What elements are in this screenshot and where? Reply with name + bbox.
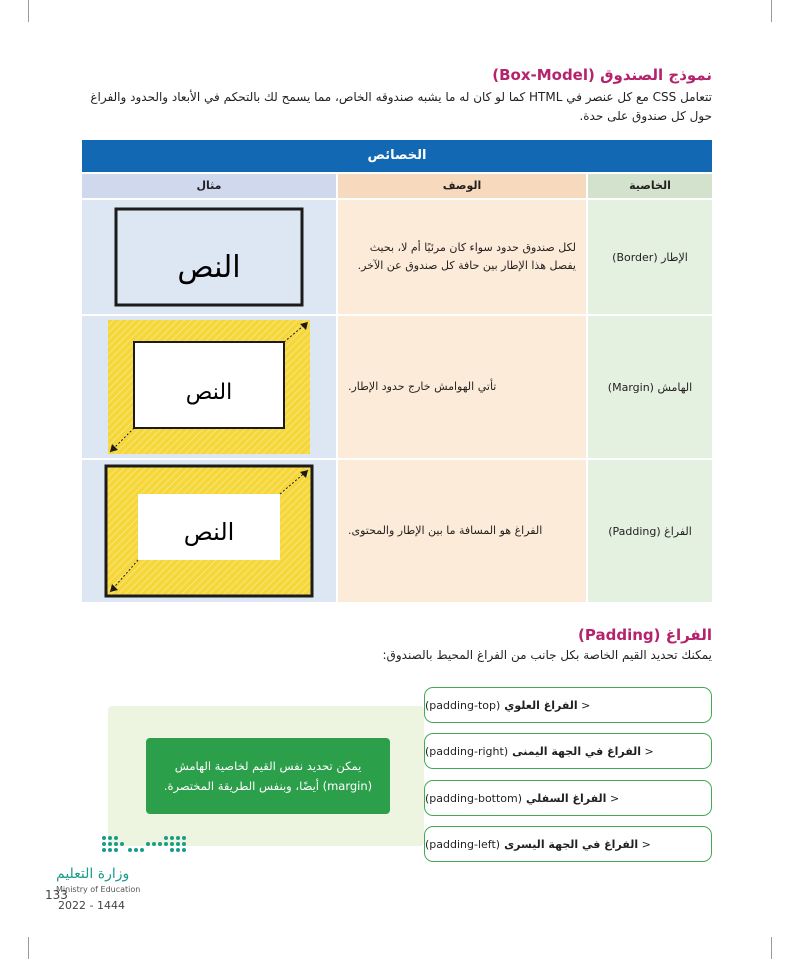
table-row-margin-example: [82, 316, 336, 458]
page-number: 133: [45, 888, 68, 902]
year-label: 2022 - 1444: [58, 899, 125, 912]
table-row-margin-description: تأتي الهوامش خارج حدود الإطار.: [338, 316, 586, 458]
list-item: < الفراغ في الجهة اليسرى (padding-left): [424, 826, 712, 862]
col-header-description: الوصف: [338, 174, 586, 198]
properties-table: [82, 140, 712, 602]
col-header-example: مثال: [82, 174, 336, 198]
ministry-name-en: Ministry of Education: [56, 885, 141, 894]
padding-example-figure: [82, 460, 336, 602]
section-title: نموذج الصندوق (Box-Model): [492, 66, 712, 84]
margin-example-figure: [82, 316, 336, 458]
crop-mark: [28, 0, 29, 22]
note-box: يمكن تحديد نفس القيم لخاصية الهامش (margin) أيضًا، وبنفس الطريقة المختصرة.: [146, 738, 390, 814]
table-row-border-description: لكل صندوق حدود سواء كان مرئيًا أم لا، بحيث يفصل هذا الإطار بين حافة كل صندوق عن الآخر.: [338, 200, 586, 314]
crop-mark: [28, 937, 29, 959]
table-row-border-example: [82, 200, 336, 314]
intro-paragraph: تتعامل CSS مع كل عنصر في HTML كما لو كان له ما يشبه صندوقه الخاص، مما يسمح لك بالتحكم في الأبعاد والحدود والفراغ حول كل صندوق على حدة.: [90, 90, 712, 123]
border-example-text: النص: [177, 250, 241, 285]
chevron-icon: <: [644, 744, 654, 758]
border-example-figure: [82, 200, 336, 314]
table-row-padding-example: [82, 460, 336, 602]
chevron-icon: <: [641, 837, 651, 851]
col-header-property: الخاصية: [588, 174, 712, 198]
table-row-padding-description: الفراغ هو المسافة ما بين الإطار والمحتوى.: [338, 460, 586, 602]
table-row-padding-property: الفراغ (Padding): [588, 460, 712, 602]
ministry-name-ar: وزارة التعليم: [56, 866, 130, 882]
list-item: < الفراغ العلوي (padding-top): [424, 687, 712, 723]
list-item: < الفراغ السفلي (padding-bottom): [424, 780, 712, 816]
chevron-icon: <: [609, 791, 620, 805]
margin-example-text: النص: [185, 380, 233, 405]
table-header: الخصائص: [82, 140, 712, 172]
table-row-margin-property: الهامش (Margin): [588, 316, 712, 458]
padding-section-subtitle: يمكنك تحديد القيم الخاصة بكل جانب من الفراغ المحيط بالصندوق:: [382, 648, 712, 662]
ministry-logo-icon: [100, 830, 190, 860]
padding-example-text: النص: [183, 518, 235, 546]
chevron-icon: <: [581, 698, 591, 712]
padding-section-title: الفراغ (Padding): [578, 626, 712, 644]
list-item: < الفراغ في الجهة اليمنى (padding-right): [424, 733, 712, 769]
crop-mark: [771, 937, 772, 959]
table-row-border-property: الإطار (Border): [588, 200, 712, 314]
crop-mark: [771, 0, 772, 22]
